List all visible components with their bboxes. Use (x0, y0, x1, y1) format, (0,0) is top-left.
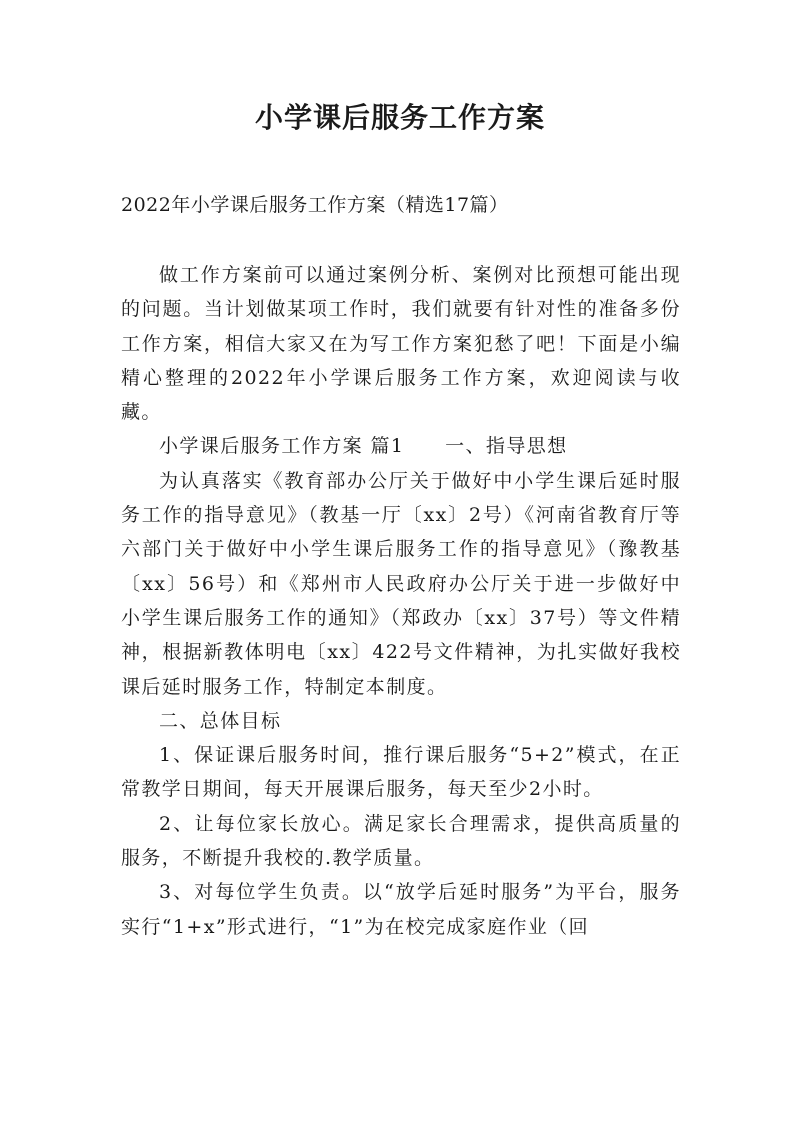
goal-item-3: 3、对每位学生负责。以“放学后延时服务”为平台，服务实行“1+x”形式进行，“1”为在校完成家庭作业（回 (121, 881, 681, 938)
body-paragraph: 为认真落实《教育部办公厅关于做好中小学生课后延时服务工作的指导意见》（教基一厅〔xx〕2号）《河南省教育厅等六部门关于做好中小学生课后服务工作的指导意见》（豫教基〔xx〕56号）和《郑州市人民政府办公厅关于进一步做好中小学生课后服务工作的通知》（郑政办〔xx〕37号）等文件精神，根据新教体明电〔xx〕422号文件精神，为扎实做好我校课后延时服务工作，特制定本制度。 (121, 469, 681, 698)
document-title: 小学课后服务工作方案 (254, 101, 545, 134)
document-body (121, 258, 681, 944)
goal-item-1: 1、保证课后服务时间，推行课后服务“5+2”模式，在正常教学日期间，每天开展课后服务，每天至少2小时。 (121, 744, 681, 801)
section-heading-guiding-thought: 小学课后服务工作方案 篇1 一、指导思想 (159, 435, 568, 458)
document-subtitle: 2022年小学课后服务工作方案（精选17篇） (121, 194, 509, 216)
section-heading-overall-goal: 二、总体目标 (159, 709, 282, 732)
goal-item-2: 2、让每位家长放心。满足家长合理需求，提供高质量的服务，不断提升我校的.教学质量。 (121, 812, 681, 870)
intro-paragraph: 做工作方案前可以通过案例分析、案例对比预想可能出现的问题。当计划做某项工作时，我们就要有针对性的准备多份工作方案，相信大家又在为写工作方案犯愁了吧！下面是小编精心整理的2022年小学课后服务工作方案，欢迎阅读与收藏。 (121, 264, 681, 424)
